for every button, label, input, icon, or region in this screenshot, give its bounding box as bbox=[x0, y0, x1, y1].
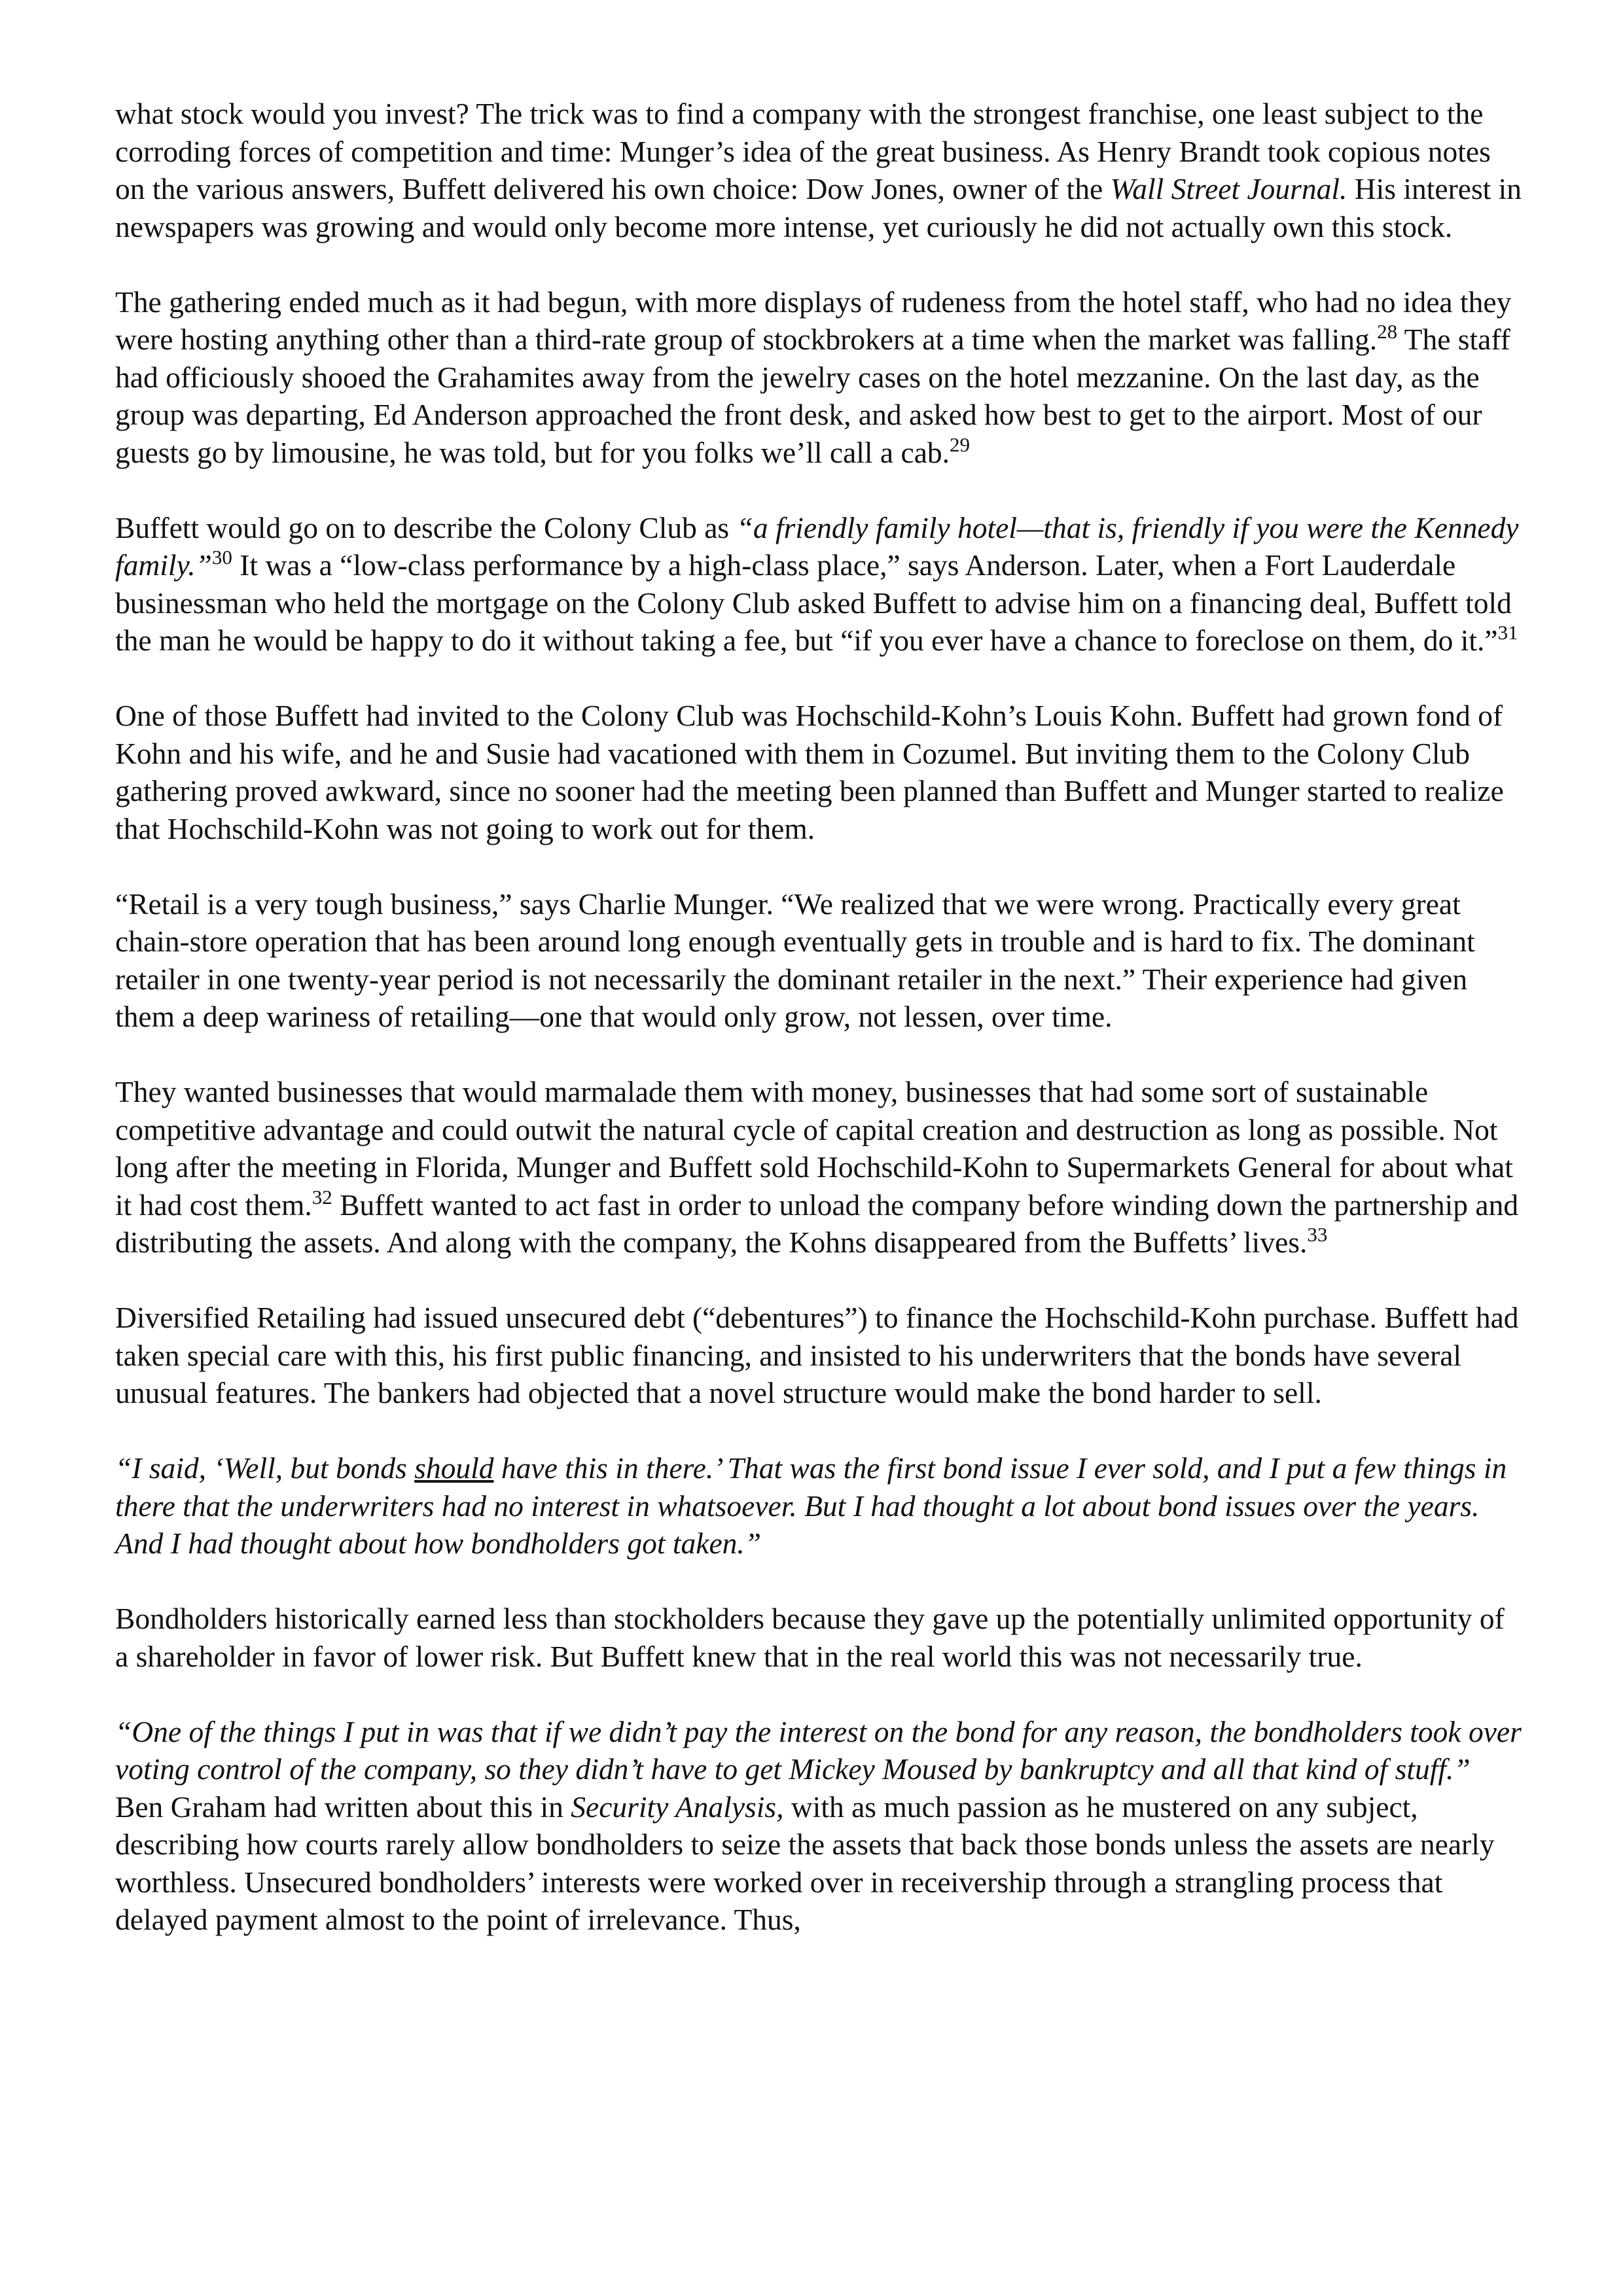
text-run: have this in there.’ That was the first bond issue I ever sold, and I put a few things in there that the underwriters had no interest in whatsoever. But I had thought a lot about bond issues over the years. And I had thought about how bondholders got taken.” bbox=[115, 1451, 1507, 1560]
text-run-italic: “One of the things I put in was that if we didn’t pay the interest on the bond for any reason, the bondholders took over voting control of the company, so they didn’t have to get Mickey Moused by bankruptcy and all that kind of stuff.” bbox=[115, 1714, 1522, 1786]
paragraph-2 bbox=[115, 283, 1522, 472]
document-page bbox=[115, 95, 1522, 1939]
text-run: what stock would you invest? The trick was to find a company with the strongest franchise, one least subject to the corroding forces of competition and time: Munger’s idea of the great business. As Henry Brandt took copious notes on the various answers, Buffett delivered his own choice: Dow Jones, owner of the bbox=[115, 97, 1491, 205]
footnote-marker: 32 bbox=[312, 1185, 332, 1209]
paragraph-5 bbox=[115, 885, 1522, 1036]
text-run: “I said, ‘Well, but bonds bbox=[115, 1451, 415, 1485]
paragraph-3 bbox=[115, 509, 1522, 660]
text-run: Diversified Retailing had issued unsecured debt (“debentures”) to finance the Hochschild-Kohn purchase. Buffett had taken special care with this, his first public financing, and insisted to his underwriters that the bonds have several unusual features. The bankers had objected that a novel structure would make the bond harder to sell. bbox=[115, 1301, 1519, 1409]
text-run: One of those Buffett had invited to the Colony Club was Hochschild-Kohn’s Louis Kohn. Buffett had grown fond of Kohn and his wife, and he and Susie had vacationed with them in Cozumel. But inviting them to the Colony Club gathering proved awkward, since no sooner had the meeting been planned than Buffett and Munger started to realize that Hochschild-Kohn was not going to work out for them. bbox=[115, 699, 1504, 845]
text-run: They wanted businesses that would marmalade them with money, businesses that had some sort of sustainable competitive advantage and could outwit the natural cycle of capital creation and destruction as long as possible. Not long after the meeting in Florida, Munger and Buffett sold Hochschild-Kohn to Supermarkets General for about what it had cost them. bbox=[115, 1075, 1513, 1222]
text-run: Bondholders historically earned less than stockholders because they gave up the potentially unlimited opportunity of a shareholder in favor of lower risk. But Buffett knew that in the real world this was not necessarily true. bbox=[115, 1602, 1505, 1673]
text-run: “Retail is a very tough business,” says Charlie Munger. “We realized that we were wrong. Practically every great chain-store operation that has been around long enough eventually gets in trouble and is hard to fix. The dominant retailer in one twenty-year period is not necessarily the dominant retailer in the next.” Their experience had given them a deep wariness of retailing—one that would only grow, not lessen, over time. bbox=[115, 887, 1475, 1033]
text-run: The gathering ended much as it had begun, with more displays of rudeness from the hotel staff, who had no idea they were hosting anything other than a third-rate group of stockbrokers at a time when the market was falling. bbox=[115, 285, 1512, 356]
text-run: The staff had officiously shooed the Grahamites away from the jewelry cases on the hotel mezzanine. On the last day, as the group was departing, Ed Anderson approached the front desk, and asked how best to get to the airport. Most of our guests go by limousine, he was told, but for you folks we’ll call a cab. bbox=[115, 323, 1510, 469]
text-run: Ben Graham had written about this in bbox=[115, 1790, 571, 1824]
footnote-marker: 30 bbox=[211, 545, 232, 569]
paragraph-9 bbox=[115, 1600, 1522, 1675]
text-run-italic: Wall Street Journal. bbox=[1110, 172, 1347, 205]
paragraph-4 bbox=[115, 697, 1522, 847]
paragraph-10 bbox=[115, 1713, 1522, 1939]
footnote-marker: 31 bbox=[1497, 620, 1518, 644]
text-run: Buffett would go on to describe the Colony Club as bbox=[115, 510, 737, 544]
paragraph-1 bbox=[115, 95, 1522, 245]
block-quote bbox=[115, 1449, 1522, 1563]
footnote-marker: 29 bbox=[950, 433, 971, 456]
text-run: with as much passion as he mustered on any subject, describing how courts rarely allow bondholders to seize the assets that back those bonds unless the assets are nearly worthless. Unsecured bondholders’ interests were worked over in receivership through a strangling process that delayed payment almost to the point of irrelevance. Thus, bbox=[115, 1790, 1495, 1936]
text-run: His interest in newspapers was growing and would only become more intense, yet curiously he did not actually own this stock. bbox=[115, 172, 1522, 243]
text-run: It was a “low-class performance by a high-class place,” says Anderson. Later, when a Fort Lauderdale businessman who held the mortgage on the Colony Club asked Buffett to advise him on a financing deal, Buffett told the man he would be happy to do it without taking a fee, but “if you ever have a chance to foreclose on them, do it.” bbox=[115, 548, 1512, 657]
paragraph-7 bbox=[115, 1299, 1522, 1412]
text-run: Buffett wanted to act fast in order to unload the company before winding down the partnership and distributing the assets. And along with the company, the Kohns disappeared from the Buffetts’ lives. bbox=[115, 1188, 1519, 1259]
text-run-italic: Security Analysis, bbox=[571, 1790, 784, 1824]
text-run-italic: “a friendly family hotel—that is, friendly if you were the Kennedy family.” bbox=[115, 510, 1519, 582]
text-run-underlined: should bbox=[414, 1451, 494, 1485]
paragraph-6 bbox=[115, 1073, 1522, 1262]
footnote-marker: 33 bbox=[1307, 1222, 1328, 1246]
footnote-marker: 28 bbox=[1377, 319, 1398, 343]
